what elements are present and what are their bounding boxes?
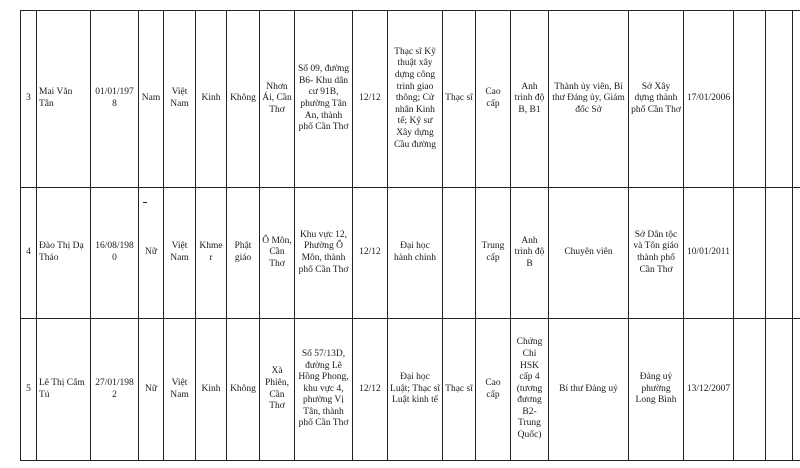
cell-professional: Đại học hành chính <box>388 188 443 319</box>
scan-mark <box>143 202 147 203</box>
cell-nationality: Việt Nam <box>164 188 196 319</box>
cell-academic-degree: Thạc sĩ <box>443 319 476 461</box>
cell-political-theory: Trung cấp <box>476 188 511 319</box>
cell-workplace: Sở Xây dựng thành phố Cần Thơ <box>629 11 684 188</box>
cell-religion: Không <box>227 319 260 461</box>
cell-extra <box>734 11 766 188</box>
cell-extra <box>766 188 793 319</box>
cell-stt: 3 <box>21 11 37 188</box>
cell-extra <box>766 11 793 188</box>
cell-residence: Khu vực 12, Phường Ô Môn, thành phố Cần Thơ <box>295 188 353 319</box>
cell-name: Lê Thị Cẩm Tú <box>37 319 91 461</box>
cell-hometown: Nhơn Ái, Cần Thơ <box>260 11 295 188</box>
cell-nationality: Việt Nam <box>164 319 196 461</box>
cell-extra <box>766 319 793 461</box>
cell-gender: Nam <box>139 11 164 188</box>
cell-extra <box>734 188 766 319</box>
table-row <box>21 319 800 461</box>
table-row <box>21 188 800 319</box>
cell-foreign-language: Anh trình độ B, B1 <box>511 11 549 188</box>
cell-party-date: 17/01/2006 <box>684 11 734 188</box>
cell-extra <box>793 11 800 188</box>
cell-stt: 5 <box>21 319 37 461</box>
cell-political-theory: Cao cấp <box>476 319 511 461</box>
cell-hometown: Xà Phiên, Cần Thơ <box>260 319 295 461</box>
cell-extra <box>793 188 800 319</box>
cell-residence: Số 57/13D, đường Lê Hồng Phong, khu vực 4, phường Vị Tân, thành phố Cần Thơ <box>295 319 353 461</box>
cell-workplace: Sở Dân tộc và Tôn giáo thành phố Cần Thơ <box>629 188 684 319</box>
cell-academic-degree <box>443 188 476 319</box>
cell-religion: Không <box>227 11 260 188</box>
cell-stt: 4 <box>21 188 37 319</box>
cell-dob: 01/01/1978 <box>91 11 139 188</box>
cell-gender: Nữ <box>139 188 164 319</box>
cell-extra <box>734 319 766 461</box>
cell-party-date: 10/01/2011 <box>684 188 734 319</box>
cell-hometown: Ô Môn, Cần Thơ <box>260 188 295 319</box>
cell-general-education: 12/12 <box>353 319 388 461</box>
cell-name: Đào Thị Dạ Thảo <box>37 188 91 319</box>
cell-foreign-language: Anh trình độ B <box>511 188 549 319</box>
cell-general-education: 12/12 <box>353 11 388 188</box>
cell-name: Mai Văn Tân <box>37 11 91 188</box>
cell-workplace: Đảng uỷ phường Long Bình <box>629 319 684 461</box>
cell-academic-degree: Thạc sĩ <box>443 11 476 188</box>
cell-political-theory: Cao cấp <box>476 11 511 188</box>
cell-extra <box>793 319 800 461</box>
cell-foreign-language: Chứng Chỉ HSK cấp 4 (tương đương B2- Trung Quốc) <box>511 319 549 461</box>
cell-residence: Số 09, đường B6- Khu dân cư 91B, phường Tân An, thành phố Cần Thơ <box>295 11 353 188</box>
cell-dob: 16/08/1980 <box>91 188 139 319</box>
cell-dob: 27/01/1982 <box>91 319 139 461</box>
cell-general-education: 12/12 <box>353 188 388 319</box>
cell-nationality: Việt Nam <box>164 11 196 188</box>
cell-religion: Phật giáo <box>227 188 260 319</box>
cell-position: Thành ủy viên, Bí thư Đảng ủy, Giám đốc Sở <box>549 11 629 188</box>
cell-gender: Nữ <box>139 319 164 461</box>
cell-position: Bí thư Đảng uỷ <box>549 319 629 461</box>
table-row <box>21 11 800 188</box>
candidate-table <box>20 10 800 461</box>
cell-position: Chuyên viên <box>549 188 629 319</box>
cell-professional: Thạc sĩ Kỹ thuật xây dựng công trình giao thông; Cử nhân Kinh tế; Kỹ sư Xây dựng Cầu đường <box>388 11 443 188</box>
cell-professional: Đại học Luật; Thạc sĩ Luật kinh tế <box>388 319 443 461</box>
cell-party-date: 13/12/2007 <box>684 319 734 461</box>
cell-ethnicity: Khmer <box>196 188 227 319</box>
cell-ethnicity: Kinh <box>196 319 227 461</box>
cell-ethnicity: Kinh <box>196 11 227 188</box>
